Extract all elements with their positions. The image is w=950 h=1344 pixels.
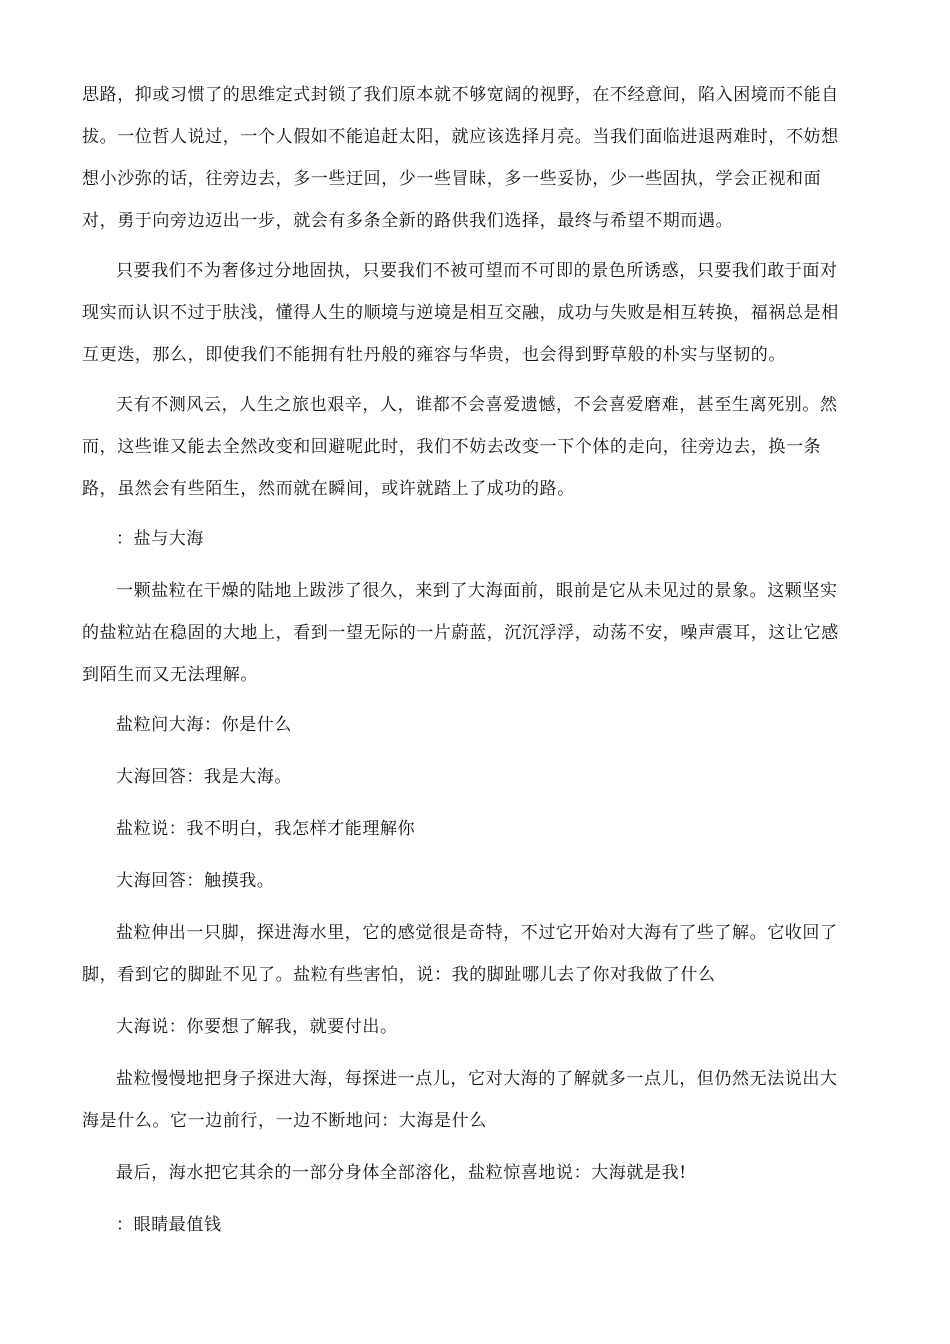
text-line: 盐粒伸出一只脚，探进海水里，它的感觉很是奇特，不过它开始对大海有了些了解。它收回了 [116, 923, 838, 943]
dialogue-line [82, 1006, 868, 1048]
section-heading [82, 1204, 868, 1246]
text-line: 路，虽然会有些陌生，然而就在瞬间，或许就踏上了成功的路。 [82, 479, 575, 499]
dialogue-line [82, 756, 868, 798]
dialogue-line [82, 860, 868, 902]
text-line: 大海说：你要想了解我，就要付出。 [116, 1017, 398, 1037]
paragraph-5 [82, 570, 868, 696]
text-line: 大海回答：触摸我。 [116, 871, 275, 891]
text-line: 互更迭，那么，即使我们不能拥有牡丹般的雍容与华贵，也会得到野草般的朴实与坚韧的。 [82, 345, 786, 365]
paragraph-2 [82, 250, 868, 376]
text-line: 最后，海水把它其余的一部分身体全部溶化，盐粒惊喜地说：大海就是我! [116, 1163, 687, 1183]
text-line: 盐粒说：我不明白，我怎样才能理解你 [116, 819, 416, 839]
text-line: 拔。一位哲人说过，一个人假如不能追赶太阳，就应该选择月亮。当我们面临进退两难时，不妨想 [82, 127, 839, 147]
text-line: 海是什么。它一边前行，一边不断地问：大海是什么 [82, 1111, 487, 1131]
text-line: 想小沙弥的话，往旁边去，多一些迂回，少一些冒昧，多一些妥协，少一些固执，学会正视和面 [82, 169, 822, 189]
text-line: 天有不测风云，人生之旅也艰辛，人，谁都不会喜爱遗憾，不会喜爱磨难，甚至生离死别。然 [116, 395, 838, 415]
paragraph-3 [82, 384, 868, 510]
paragraph-13 [82, 1152, 868, 1194]
text-line: 只要我们不为奢侈过分地固执，只要我们不被可望而不可即的景色所诱惑，只要我们敢于面对 [116, 261, 838, 281]
text-line: 的盐粒站在稳固的大地上，看到一望无际的一片蔚蓝，沉沉浮浮，动荡不安，噪声震耳，这让它感 [82, 623, 839, 643]
text-line: 到陌生而又无法理解。 [82, 665, 258, 685]
heading-text: ：盐与大海 [116, 529, 204, 549]
dialogue-line [82, 704, 868, 746]
text-line: 脚，看到它的脚趾不见了。盐粒有些害怕，说：我的脚趾哪儿去了你对我做了什么 [82, 965, 716, 985]
text-line: 大海回答：我是大海。 [116, 767, 292, 787]
paragraph-12 [82, 1058, 868, 1142]
text-line: 对，勇于向旁边迈出一步，就会有多条全新的路供我们选择，最终与希望不期而遇。 [82, 211, 734, 231]
heading-text: ：眼睛最值钱 [116, 1215, 222, 1235]
text-line: 思路，抑或习惯了的思维定式封锁了我们原本就不够宽阔的视野，在不经意间，陷入困境而不能自 [82, 85, 839, 105]
paragraph-1 [82, 74, 868, 242]
text-line: 现实而认识不过于肤浅，懂得人生的顺境与逆境是相互交融，成功与失败是相互转换，福祸总是相 [82, 303, 839, 323]
paragraph-10 [82, 912, 868, 996]
dialogue-line [82, 808, 868, 850]
section-heading [82, 518, 868, 560]
text-line: 一颗盐粒在干燥的陆地上跋涉了很久，来到了大海面前，眼前是它从未见过的景象。这颗坚实 [116, 581, 838, 601]
text-line: 盐粒问大海：你是什么 [116, 715, 292, 735]
text-line: 而，这些谁又能去全然改变和回避呢此时，我们不妨去改变一下个体的走向，往旁边去，换一条 [82, 437, 822, 457]
text-line: 盐粒慢慢地把身子探进大海，每探进一点儿，它对大海的了解就多一点儿，但仍然无法说出大 [116, 1069, 838, 1089]
